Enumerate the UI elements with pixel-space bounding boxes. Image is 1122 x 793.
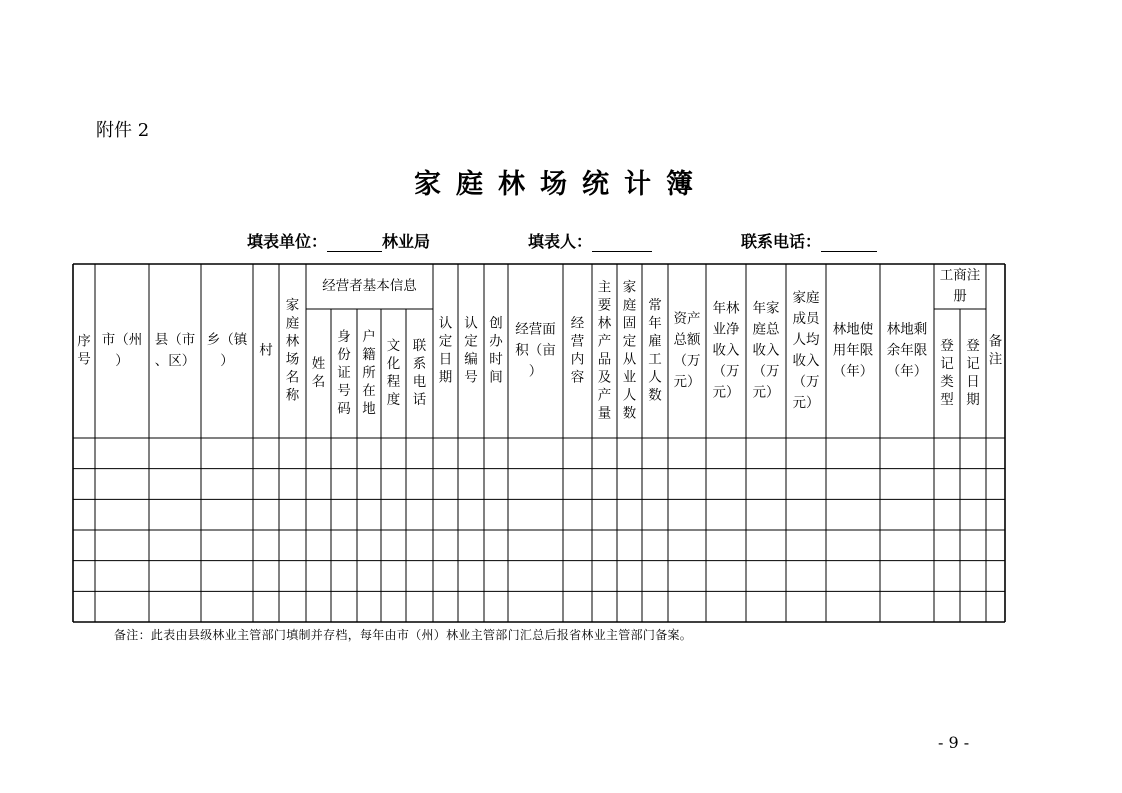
column-header-21: 庭总 bbox=[752, 321, 780, 338]
column-header-17: 人 bbox=[622, 387, 637, 404]
column-header-17: 家 bbox=[622, 279, 637, 296]
column-header-17: 业 bbox=[622, 369, 637, 386]
column-header-7: 码 bbox=[337, 401, 351, 417]
column-header-16: 量 bbox=[597, 405, 612, 422]
column-header-13: 办 bbox=[489, 333, 503, 350]
column-header-18: 常 bbox=[648, 297, 662, 314]
column-header-12: 编 bbox=[464, 351, 478, 368]
column-header-15: 容 bbox=[570, 369, 585, 386]
column-header-14: 积（亩 bbox=[515, 342, 556, 359]
column-header-8: 户 bbox=[362, 329, 376, 345]
unit-value: 林业局 bbox=[382, 232, 431, 251]
column-header-25: 类 bbox=[940, 374, 954, 390]
footnote: 备注：此表由县级林业主管部门填制并存档，每年由市（州）林业主管部门汇总后报省林业主管部门备案。 bbox=[114, 628, 693, 642]
column-header-9: 程 bbox=[386, 374, 401, 390]
column-header-16: 林 bbox=[597, 315, 612, 332]
column-header-19: （万 bbox=[673, 353, 701, 369]
column-header-20: （万 bbox=[712, 363, 740, 380]
column-header-20: 收入 bbox=[712, 342, 740, 359]
column-header-22: 收入 bbox=[792, 353, 820, 369]
column-header-3: ） bbox=[220, 353, 234, 369]
column-header-22: 家庭 bbox=[792, 290, 820, 306]
column-header-16: 产 bbox=[597, 333, 612, 350]
column-header-5: 场 bbox=[285, 351, 300, 368]
column-header-21: 元） bbox=[752, 384, 780, 401]
column-header-22: 人均 bbox=[792, 332, 820, 348]
column-header-0: 序 bbox=[77, 333, 91, 350]
column-header-7: 身 bbox=[337, 329, 351, 345]
column-header-5: 名 bbox=[285, 369, 300, 386]
column-header-25: 登 bbox=[940, 338, 954, 354]
column-header-17: 庭 bbox=[622, 297, 637, 314]
column-header-23: 用年限 bbox=[832, 342, 874, 359]
column-header-20: 年林 bbox=[712, 300, 740, 317]
column-header-12: 号 bbox=[464, 369, 478, 386]
column-header-9: 度 bbox=[386, 392, 401, 408]
column-header-10: 话 bbox=[412, 392, 427, 408]
column-header-6: 名 bbox=[311, 374, 326, 390]
column-header-1: 市（州 bbox=[101, 332, 143, 348]
table-headers bbox=[77, 268, 1003, 422]
operator-info-header: 经营者基本信息 bbox=[322, 278, 417, 294]
column-header-5: 称 bbox=[285, 387, 300, 404]
column-header-18: 工 bbox=[648, 351, 662, 368]
column-header-10: 系 bbox=[412, 356, 427, 372]
column-header-22: 成员 bbox=[792, 311, 820, 327]
column-header-24: （年） bbox=[886, 363, 928, 380]
column-header-26: 记 bbox=[966, 356, 980, 372]
column-header-26: 期 bbox=[966, 392, 980, 408]
column-header-11: 认 bbox=[438, 315, 453, 332]
column-header-5: 林 bbox=[285, 333, 300, 350]
column-header-16: 产 bbox=[597, 387, 612, 404]
column-header-24: 林地剩 bbox=[886, 321, 928, 338]
column-header-16: 主 bbox=[597, 279, 612, 296]
column-header-15: 经 bbox=[570, 315, 585, 332]
column-header-14: ） bbox=[528, 363, 543, 380]
column-header-18: 年 bbox=[648, 315, 662, 332]
column-header-7: 证 bbox=[337, 365, 351, 381]
column-header-18: 雇 bbox=[648, 333, 662, 350]
column-header-9: 化 bbox=[386, 356, 401, 372]
column-header-3: 乡（镇 bbox=[206, 332, 248, 348]
column-header-19: 元） bbox=[673, 374, 701, 390]
column-header-10: 电 bbox=[412, 374, 427, 390]
table-grid bbox=[73, 264, 1005, 622]
column-header-27: 注 bbox=[988, 351, 1003, 368]
column-header-2: 、区） bbox=[154, 353, 196, 369]
column-header-12: 定 bbox=[464, 333, 478, 350]
column-header-10: 联 bbox=[412, 338, 427, 354]
column-header-16: 要 bbox=[597, 297, 612, 314]
column-header-8: 在 bbox=[362, 383, 376, 399]
unit-label: 填表单位： bbox=[247, 232, 328, 251]
column-header-21: （万 bbox=[752, 363, 780, 380]
column-header-13: 创 bbox=[489, 315, 503, 332]
column-header-11: 定 bbox=[438, 333, 453, 350]
column-header-17: 定 bbox=[622, 333, 637, 350]
column-header-0: 号 bbox=[77, 351, 91, 368]
attachment-label: 附件 2 bbox=[96, 120, 150, 141]
column-header-8: 籍 bbox=[362, 347, 376, 363]
column-header-8: 地 bbox=[362, 401, 376, 417]
column-header-2: 县（市 bbox=[154, 332, 196, 348]
column-header-11: 期 bbox=[438, 369, 453, 386]
column-header-18: 数 bbox=[648, 387, 662, 404]
column-header-25: 型 bbox=[940, 392, 954, 408]
column-header-23: （年） bbox=[832, 363, 874, 380]
column-header-17: 从 bbox=[622, 351, 637, 368]
column-header-8: 所 bbox=[362, 365, 376, 381]
column-header-26: 登 bbox=[966, 338, 980, 354]
column-header-4: 村 bbox=[259, 342, 273, 359]
column-header-15: 内 bbox=[570, 351, 585, 368]
phone-label: 联系电话： bbox=[741, 232, 822, 251]
column-header-20: 元） bbox=[712, 384, 740, 401]
column-header-5: 庭 bbox=[285, 315, 300, 332]
column-header-24: 余年限 bbox=[886, 342, 928, 359]
column-header-16: 及 bbox=[597, 369, 612, 386]
column-header-23: 林地使 bbox=[832, 321, 874, 338]
column-header-22: 元） bbox=[792, 395, 820, 411]
filler-label: 填表人： bbox=[528, 232, 593, 251]
column-header-13: 时 bbox=[489, 351, 503, 368]
business-registration-header: 册 bbox=[953, 288, 967, 305]
column-header-12: 认 bbox=[464, 315, 478, 332]
column-header-26: 日 bbox=[966, 374, 980, 390]
column-header-20: 业净 bbox=[712, 321, 740, 338]
column-header-14: 经营面 bbox=[515, 321, 556, 338]
column-header-1: ） bbox=[115, 353, 129, 369]
column-header-5: 家 bbox=[285, 297, 300, 314]
column-header-16: 品 bbox=[597, 351, 612, 368]
column-header-17: 数 bbox=[622, 405, 637, 422]
column-header-19: 总额 bbox=[673, 332, 701, 348]
column-header-27: 备 bbox=[988, 333, 1003, 350]
column-header-9: 文 bbox=[386, 338, 401, 354]
page-title: 家庭林场统计簿 bbox=[414, 169, 708, 200]
column-header-18: 人 bbox=[648, 369, 662, 386]
column-header-7: 号 bbox=[337, 383, 351, 399]
page-number: - 9 - bbox=[938, 733, 970, 752]
column-header-13: 间 bbox=[489, 369, 503, 386]
column-header-6: 姓 bbox=[311, 356, 326, 372]
column-header-25: 记 bbox=[940, 356, 954, 372]
column-header-21: 收入 bbox=[752, 342, 780, 359]
column-header-7: 份 bbox=[337, 347, 351, 363]
column-header-22: （万 bbox=[792, 374, 820, 390]
column-header-21: 年家 bbox=[752, 300, 780, 317]
column-header-15: 营 bbox=[570, 333, 585, 350]
column-header-19: 资产 bbox=[673, 311, 701, 327]
column-header-11: 日 bbox=[438, 351, 453, 368]
column-header-17: 固 bbox=[622, 315, 637, 332]
business-registration-header: 工商注 bbox=[939, 267, 981, 284]
